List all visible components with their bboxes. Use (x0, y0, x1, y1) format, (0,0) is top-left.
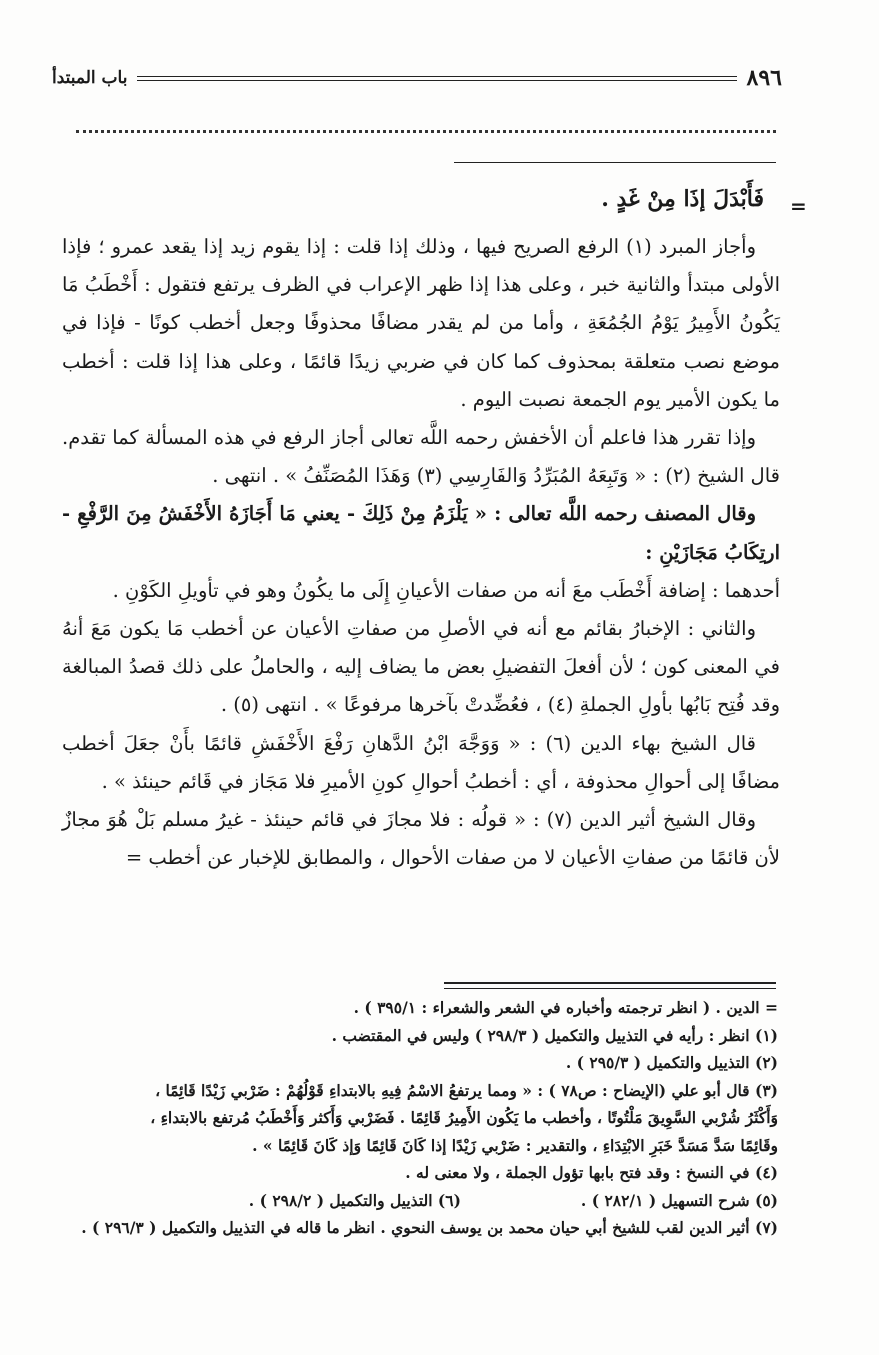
paragraph-3: وقال المصنف رحمه اللَّه تعالى : « يَلْزَمُ مِنْ ذَلِكَ - يعني مَا أَجَازَهُ الأَخْفَشُ مِنَ الرَّفْعِ - ارتِكَابُ مَجَازَيْنِ : (62, 502, 780, 564)
paragraph-5: والثاني : الإخبارُ بقائم مع أنه في الأصلِ من صفاتِ الأعيان عن أخطب مَا يكون مَعَ أنهُ في المعنى كون ؛ لأن أفعلَ التفضيلِ بعض ما يضاف إليه ، والحاملُ على ذلك قصدُ المبالغة وقد فُتِح بَابُها بأولِ الجملةِ (٤) ، فعُضِّدتْ بآخرها مرفوعًا » . انتهى (٥) . (62, 617, 780, 717)
paragraph-7: وقال الشيخ أثير الدين (٧) : « قولُه : فلا مجازَ في قائم حينئذ - غيرُ مسلم بَلْ هُوَ مجازٌ لأن قائمًا من صفاتِ الأعيان لا من صفات الأحوال ، والمطابق للإخبار عن أخطب = (62, 808, 780, 870)
footnote-5: (٥) شرح التسهيل ( ٢٨٢/١ ) . (580, 1190, 778, 1210)
paragraph-4: أحدهما : إضافة أَخْطَب معَ أنه من صفات الأعيانِ إِلَى ما يكُونُ وهو في تأويلِ الكَوْنِ . (112, 578, 780, 602)
footnote-3-line-2: وَأَكْثَرُ شُرْبي السَّوِيقَ مَلْتُوتًا ، وأخطب ما يَكُون الأَمِيرُ قَائِمًا . فَضَرْبي وَأَكثر وَأَخْطَبُ مُرتفع بالابتداءِ ، (150, 1108, 778, 1127)
footnote-4: (٤) في النسخ : وقد فتح بابها تؤول الجملة ، ولا معنى له . (405, 1163, 778, 1182)
footnote-1: (١) انظر : رأيه في التذييل والتكميل ( ٢٩٨/٣ ) وليس في المقتضب . (331, 1025, 778, 1045)
header-rule (137, 76, 736, 81)
footnote-6: (٦) التذييل والتكميل ( ٢٩٨/٢ ) . (248, 1190, 461, 1210)
main-text (62, 228, 780, 877)
paragraph-1: وأجاز المبرد (١) الرفع الصريح فيها ، وذلك إذا قلت : إذا يقوم زيد إذا يقعد عمرو ؛ فإذا الأولى مبتدأ والثانية خبر ، وعلى هذا إذا ظهر الإعراب في الظرف يرتفع فتقول : أَخْطَبُ مَا يَكُونُ الأَمِيرُ يَوْمُ الجُمُعَةِ ، وأما من لم يقدر مضافًا محذوفًا وجعل أخطب كونًا - فإذا في موضع نصب متعلقة بمحذوف كما كان في ضربي زيدًا قائمًا ، وعلى هذا إذا قلت : أخطب ما يكون الأمير يوم الجمعة نصبت اليوم . (62, 235, 780, 411)
footnote-3-line-3: وقَائِمًا سَدَّ مَسَدَّ خَبَرِ الابْتِدَاءِ ، والتقدير : ضَرْبي زَيْدًا إذا كَانَ قَائِمًا وَإذ كَانَ قَائِمًا » . (252, 1135, 778, 1155)
paragraph-2: وإذا تقرر هذا فاعلم أن الأخفش رحمه اللَّه تعالى أجاز الرفع في هذه المسألة كما تقدم. قال الشيخ (٢) : « وَتَبِعَهُ المُبَرِّدُ وَالفَارِسِي (٣) وَهَذَا المُصَنِّفُ » . انتهى . (62, 426, 780, 488)
page-number: ٨٩٦ (746, 65, 782, 91)
footnotes (56, 994, 778, 1242)
footnote-rule-thin (444, 988, 776, 989)
footnote-pair-5-6 (56, 1187, 778, 1215)
running-header (52, 62, 782, 94)
continuation-mark: = (790, 194, 807, 218)
verse-line: فَأَبْدَلَ إذَا مِنْ غَدٍ . (601, 186, 764, 212)
separator-rule (454, 162, 776, 163)
dotted-separator (76, 130, 776, 133)
footnote-7: (٧) أثير الدين لقب للشيخ أبي حيان محمد بن يوسف النحوي . انظر ما قاله في التذييل والتكميل ( ٢٩٦/٣ ) . (81, 1218, 778, 1237)
footnote-3-line-1: (٣) قال أبو علي (الإيضاح : ص٧٨ ) : « ومما يرتفعُ الاسْمُ فِيهِ بالابتداءِ قَوْلُهُمْ : ضَرْبي زَيْدًا قَائِمًا ، (155, 1080, 778, 1100)
chapter-title: باب المبتدأ (52, 68, 128, 88)
footnote-continuation: = الدين . ( انظر ترجمته وأخباره في الشعر والشعراء : ٣٩٥/١ ) . (353, 998, 778, 1017)
footnote-2: (٢) التذييل والتكميل ( ٢٩٥/٣ ) . (565, 1053, 778, 1072)
paragraph-6: قال الشيخ بهاء الدين (٦) : « وَوَجَّهَ ابْنُ الدَّهانِ رَفْعَ الأَخْفَشِ قائمًا بأَنْ جعَلَ أخطب مضافًا إلى أحوالِ محذوفة ، أي : أخطبُ أحوالِ كونِ الأميرِ فلا مَجَاز في قَائم حينئذ » . (62, 731, 780, 793)
footnote-rule (444, 982, 776, 984)
